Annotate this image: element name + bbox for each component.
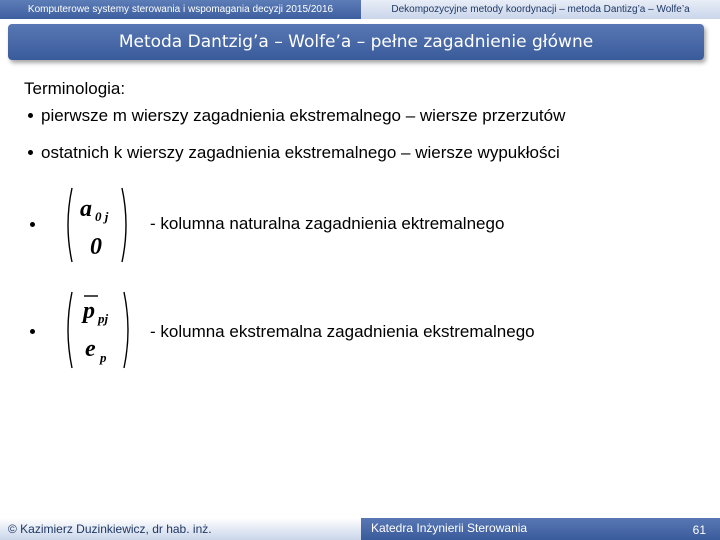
footer-bar bbox=[361, 518, 720, 540]
extreme-column-vector bbox=[62, 290, 134, 375]
bullet-icon bbox=[28, 113, 33, 118]
slide-title: Metoda Dantzig’a – Wolfe’a – pełne zagadnienie główne bbox=[8, 24, 704, 60]
column-vector-1 bbox=[62, 186, 132, 264]
column-bullet-1 bbox=[30, 215, 43, 235]
vector-bottom-symbol: 0 bbox=[90, 234, 102, 260]
vector-top-symbol: p bbox=[83, 298, 95, 324]
header-course-title: Komputerowe systemy sterowania i wspomagania decyzji 2015/2016 bbox=[0, 0, 361, 19]
extreme-column-description: - kolumna ekstremalna zagadnienia ekstremalnego bbox=[150, 322, 535, 341]
terminology-item-text: ostatnich k wierszy zagadnienia ekstremalnego – wiersze wypukłości bbox=[41, 143, 560, 162]
terminology-heading: Terminologia: bbox=[24, 79, 126, 98]
header-topic-title: Dekompozycyjne metody koordynacji – metoda Dantizg’a – Wolfe’a bbox=[361, 0, 720, 19]
natural-column-vector bbox=[62, 186, 132, 269]
vector-bottom-subscript: p bbox=[100, 350, 107, 365]
bullet-icon bbox=[30, 222, 35, 227]
vector-bottom-symbol: e bbox=[85, 336, 96, 362]
footer-author bbox=[0, 518, 361, 540]
vector-top-symbol: a bbox=[80, 196, 92, 222]
vector-top-subscript: 0 j bbox=[95, 209, 109, 224]
column-bullet-2 bbox=[30, 322, 43, 342]
page-number: 61 bbox=[692, 523, 706, 537]
terminology-item-1 bbox=[28, 106, 565, 126]
column-vector-2 bbox=[62, 290, 134, 370]
footer-author-text: © Kazimierz Duzinkiewicz, dr hab. inż. bbox=[8, 522, 212, 536]
vector-top-subscript: pj bbox=[98, 311, 109, 326]
terminology-item-text: pierwsze m wierszy zagadnienia ekstremalnego – wiersze przerzutów bbox=[41, 106, 566, 125]
footer-department: Katedra Inżynierii Sterowania bbox=[371, 521, 528, 535]
bullet-icon bbox=[28, 150, 33, 155]
natural-column-description: - kolumna naturalna zagadnienia ektremalnego bbox=[150, 214, 505, 233]
terminology-item-2 bbox=[28, 143, 560, 163]
bullet-icon bbox=[30, 329, 35, 334]
